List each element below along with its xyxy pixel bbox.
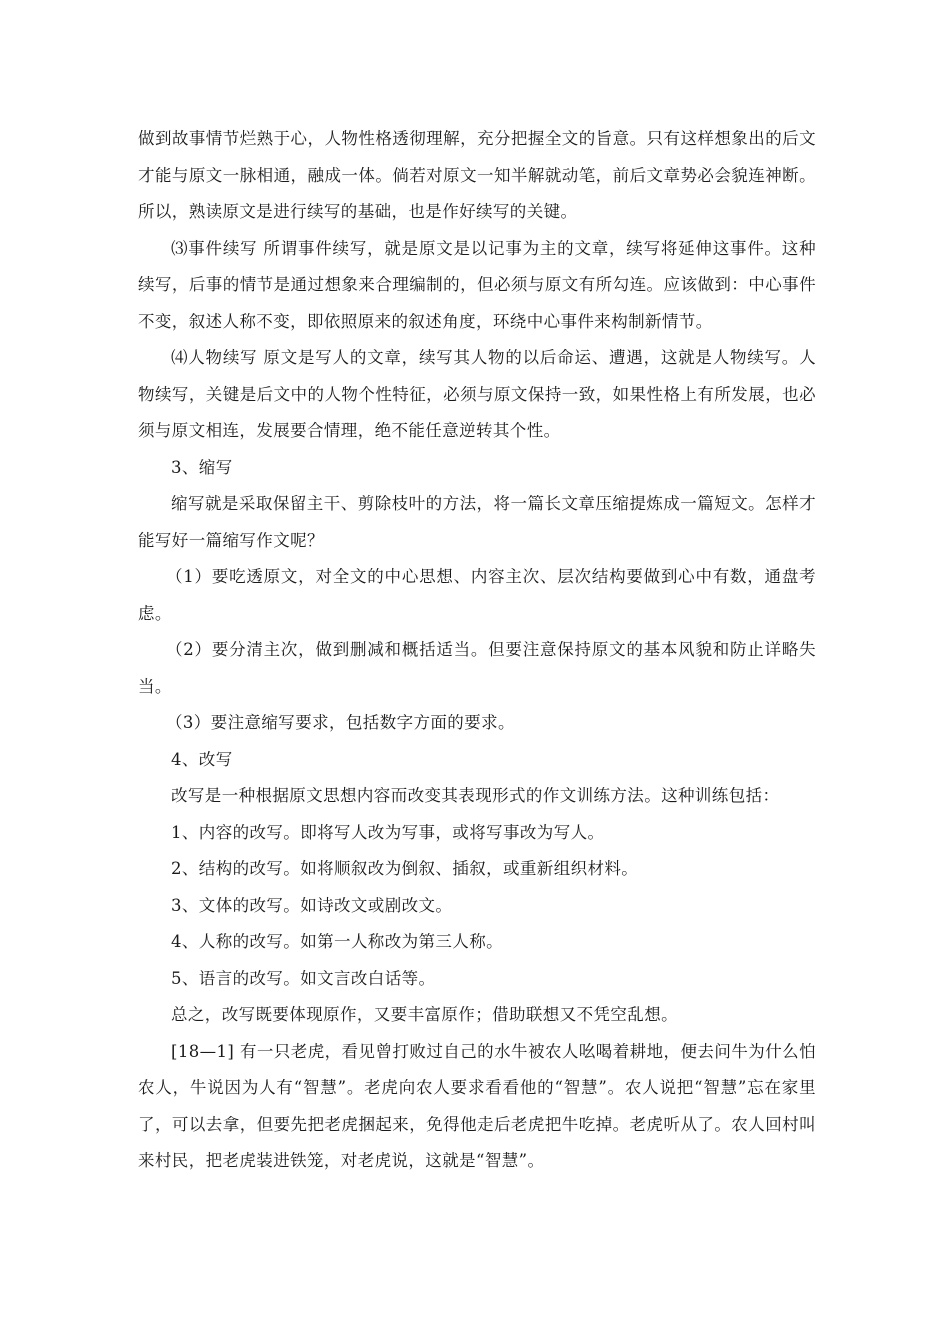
list-item-abridging-3: （3）要注意缩写要求，包括数字方面的要求。 [166,713,515,732]
section-heading-abridging: 3、缩写 [171,457,233,477]
paragraph-character-continuation: ⑷人物续写 原文是写人的文章，续写其人物的以后命运、遭遇，这就是人物续写。人物续写，关键是后文中的人物个性特征，必须与原文保持一致，如果性格上有所发展，也必须与原文相连，发展要合情理，绝不能任意逆转其个性。 [138,348,816,440]
list-item-rewriting-2: 2、结构的改写。如将顺叙改为倒叙、插叙，或重新组织材料。 [171,859,639,878]
paragraph-rewriting-summary: 总之，改写既要体现原作，又要丰富原作；借助联想又不凭空乱想。 [171,1005,678,1024]
list-item-rewriting-4: 4、人称的改写。如第一人称改为第三人称。 [171,932,503,951]
section-heading-rewriting: 4、改写 [171,749,233,769]
document-body [138,121,816,1180]
paragraph-continuation: 做到故事情节烂熟于心，人物性格透彻理解，充分把握全文的旨意。只有这样想象出的后文才能与原文一脉相通，融成一体。倘若对原文一知半解就动笔，前后文章势必会貌连神断。所以，熟读原文是进行续写的基础，也是作好续写的关键。 [138,129,816,221]
paragraph-example-18-1: [18—1] 有一只老虎，看见曾打败过自己的水牛被农人吆喝着耕地，便去问牛为什么怕农人，牛说因为人有“智慧”。老虎向农人要求看看他的“智慧”。农人说把“智慧”忘在家里了，可以去拿，但要先把老虎捆起来，免得他走后老虎把牛吃掉。老虎听从了。农人回村叫来村民，把老虎装进铁笼，对老虎说，这就是“智慧”。 [138,1041,816,1170]
list-item-abridging-1: （1）要吃透原文，对全文的中心思想、内容主次、层次结构要做到心中有数，通盘考虑。 [138,567,816,623]
list-item-rewriting-5: 5、语言的改写。如文言改白话等。 [171,968,436,988]
paragraph-event-continuation: ⑶事件续写 所谓事件续写，就是原文是以记事为主的文章，续写将延伸这事件。这种续写，后事的情节是通过想象来合理编制的，但必须与原文有所勾连。应该做到：中心事件不变，叙述人称不变，即依照原来的叙述角度，环绕中心事件来构制新情节。 [138,238,816,331]
list-item-rewriting-1: 1、内容的改写。即将写人改为写事，或将写事改为写人。 [171,822,605,842]
list-item-rewriting-3: 3、文体的改写。如诗改文或剧改文。 [171,895,453,915]
list-item-abridging-2: （2）要分清主次，做到删减和概括适当。但要注意保持原文的基本风貌和防止详略失当。 [138,640,816,696]
paragraph-rewriting-intro: 改写是一种根据原文思想内容而改变其表现形式的作文训练方法。这种训练包括： [171,786,780,805]
paragraph-abridging-intro: 缩写就是采取保留主干、剪除枝叶的方法，将一篇长文章压缩提炼成一篇短文。怎样才能写好一篇缩写作文呢？ [138,494,816,550]
